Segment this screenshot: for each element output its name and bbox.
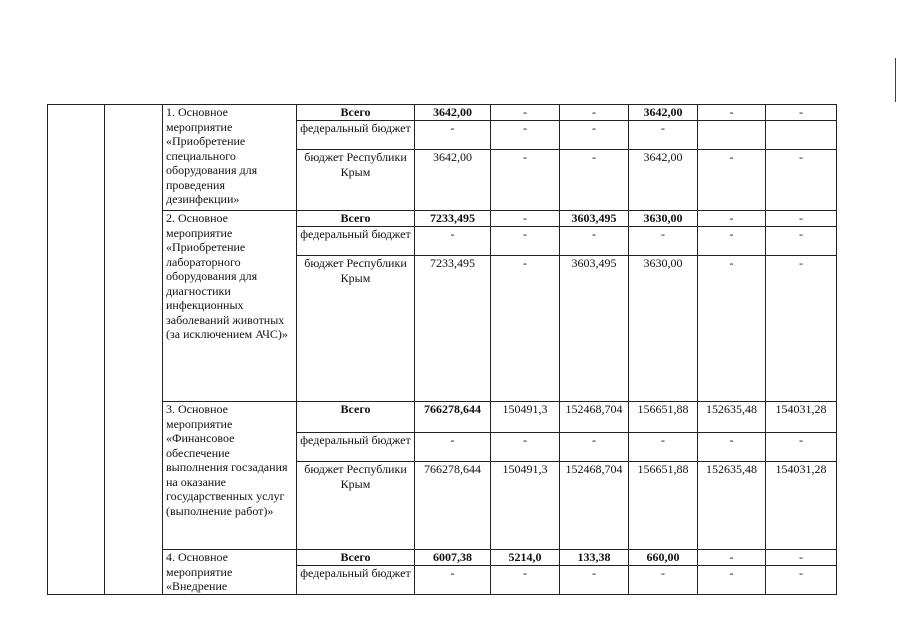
empty-column-1 — [48, 105, 105, 595]
value-cell: - — [491, 121, 560, 150]
value-cell — [766, 121, 837, 150]
value-cell: - — [698, 150, 766, 211]
page-edge-mark — [895, 58, 896, 102]
value-cell: - — [415, 433, 491, 462]
source-total: Всего — [297, 105, 415, 121]
value-cell: - — [766, 256, 837, 402]
source-federal: федеральный бюджет — [297, 433, 415, 462]
value-cell: 3642,00 — [629, 105, 698, 121]
budget-table — [47, 104, 837, 595]
value-cell: 6007,38 — [415, 550, 491, 566]
value-cell: - — [491, 105, 560, 121]
source-federal: федеральный бюджет — [297, 227, 415, 256]
value-cell: - — [560, 433, 629, 462]
value-cell: - — [491, 227, 560, 256]
source-regional: бюджет Республики Крым — [297, 150, 415, 211]
value-cell: 7233,495 — [415, 256, 491, 402]
source-total: Всего — [297, 550, 415, 566]
value-cell: - — [415, 227, 491, 256]
measure-cell: 4. Основное мероприятие «Внедрение — [163, 550, 297, 595]
value-cell: 660,00 — [629, 550, 698, 566]
value-cell: - — [629, 566, 698, 595]
value-cell: 152635,48 — [698, 462, 766, 550]
table-row — [48, 105, 837, 121]
value-cell: - — [766, 550, 837, 566]
source-federal: федеральный бюджет — [297, 566, 415, 595]
value-cell: - — [766, 227, 837, 256]
value-cell: - — [560, 227, 629, 256]
value-cell: 152468,704 — [560, 402, 629, 433]
value-cell: 766278,644 — [415, 402, 491, 433]
value-cell: 3603,495 — [560, 256, 629, 402]
measure-cell: 2. Основное мероприятие «Приобретение лабораторного оборудования для диагностики инфекционных заболеваний животных (за исключением АЧС)» — [163, 211, 297, 402]
value-cell: 156651,88 — [629, 462, 698, 550]
value-cell: 154031,28 — [766, 402, 837, 433]
value-cell: - — [766, 150, 837, 211]
measure-cell: 3. Основное мероприятие «Финансовое обеспечение выполнения госзадания на оказание государственных услуг (выполнение работ)» — [163, 402, 297, 550]
value-cell: 152468,704 — [560, 462, 629, 550]
value-cell: 3642,00 — [415, 105, 491, 121]
source-total: Всего — [297, 211, 415, 227]
value-cell: 3642,00 — [415, 150, 491, 211]
value-cell: - — [560, 566, 629, 595]
value-cell: - — [491, 256, 560, 402]
value-cell: 150491,3 — [491, 402, 560, 433]
value-cell: 7233,495 — [415, 211, 491, 227]
source-total: Всего — [297, 402, 415, 433]
value-cell: - — [560, 150, 629, 211]
value-cell: - — [491, 150, 560, 211]
table-row — [48, 402, 837, 433]
source-regional: бюджет Республики Крым — [297, 462, 415, 550]
value-cell: 3603,495 — [560, 211, 629, 227]
value-cell: - — [415, 566, 491, 595]
value-cell: - — [491, 433, 560, 462]
value-cell: 5214,0 — [491, 550, 560, 566]
value-cell: - — [629, 227, 698, 256]
value-cell: - — [629, 121, 698, 150]
value-cell: 766278,644 — [415, 462, 491, 550]
table-row — [48, 211, 837, 227]
value-cell: 3630,00 — [629, 256, 698, 402]
value-cell: 3630,00 — [629, 211, 698, 227]
value-cell: - — [698, 211, 766, 227]
measure-cell: 1. Основное мероприятие «Приобретение специального оборудования для проведения дезинфекции» — [163, 105, 297, 211]
value-cell: - — [698, 105, 766, 121]
value-cell: - — [415, 121, 491, 150]
value-cell: 3642,00 — [629, 150, 698, 211]
value-cell: - — [491, 566, 560, 595]
value-cell: - — [766, 211, 837, 227]
value-cell: 133,38 — [560, 550, 629, 566]
value-cell: - — [560, 105, 629, 121]
value-cell: - — [698, 433, 766, 462]
value-cell: - — [491, 211, 560, 227]
value-cell: - — [698, 566, 766, 595]
value-cell: 156651,88 — [629, 402, 698, 433]
value-cell: - — [560, 121, 629, 150]
value-cell: - — [698, 227, 766, 256]
value-cell: 152635,48 — [698, 402, 766, 433]
value-cell: - — [766, 433, 837, 462]
value-cell — [698, 121, 766, 150]
value-cell: 150491,3 — [491, 462, 560, 550]
value-cell: - — [698, 256, 766, 402]
value-cell: 154031,28 — [766, 462, 837, 550]
value-cell: - — [698, 550, 766, 566]
value-cell: - — [766, 105, 837, 121]
source-regional: бюджет Республики Крым — [297, 256, 415, 402]
table-row — [48, 550, 837, 566]
source-federal: федеральный бюджет — [297, 121, 415, 150]
empty-column-2 — [105, 105, 163, 595]
value-cell: - — [629, 433, 698, 462]
value-cell: - — [766, 566, 837, 595]
